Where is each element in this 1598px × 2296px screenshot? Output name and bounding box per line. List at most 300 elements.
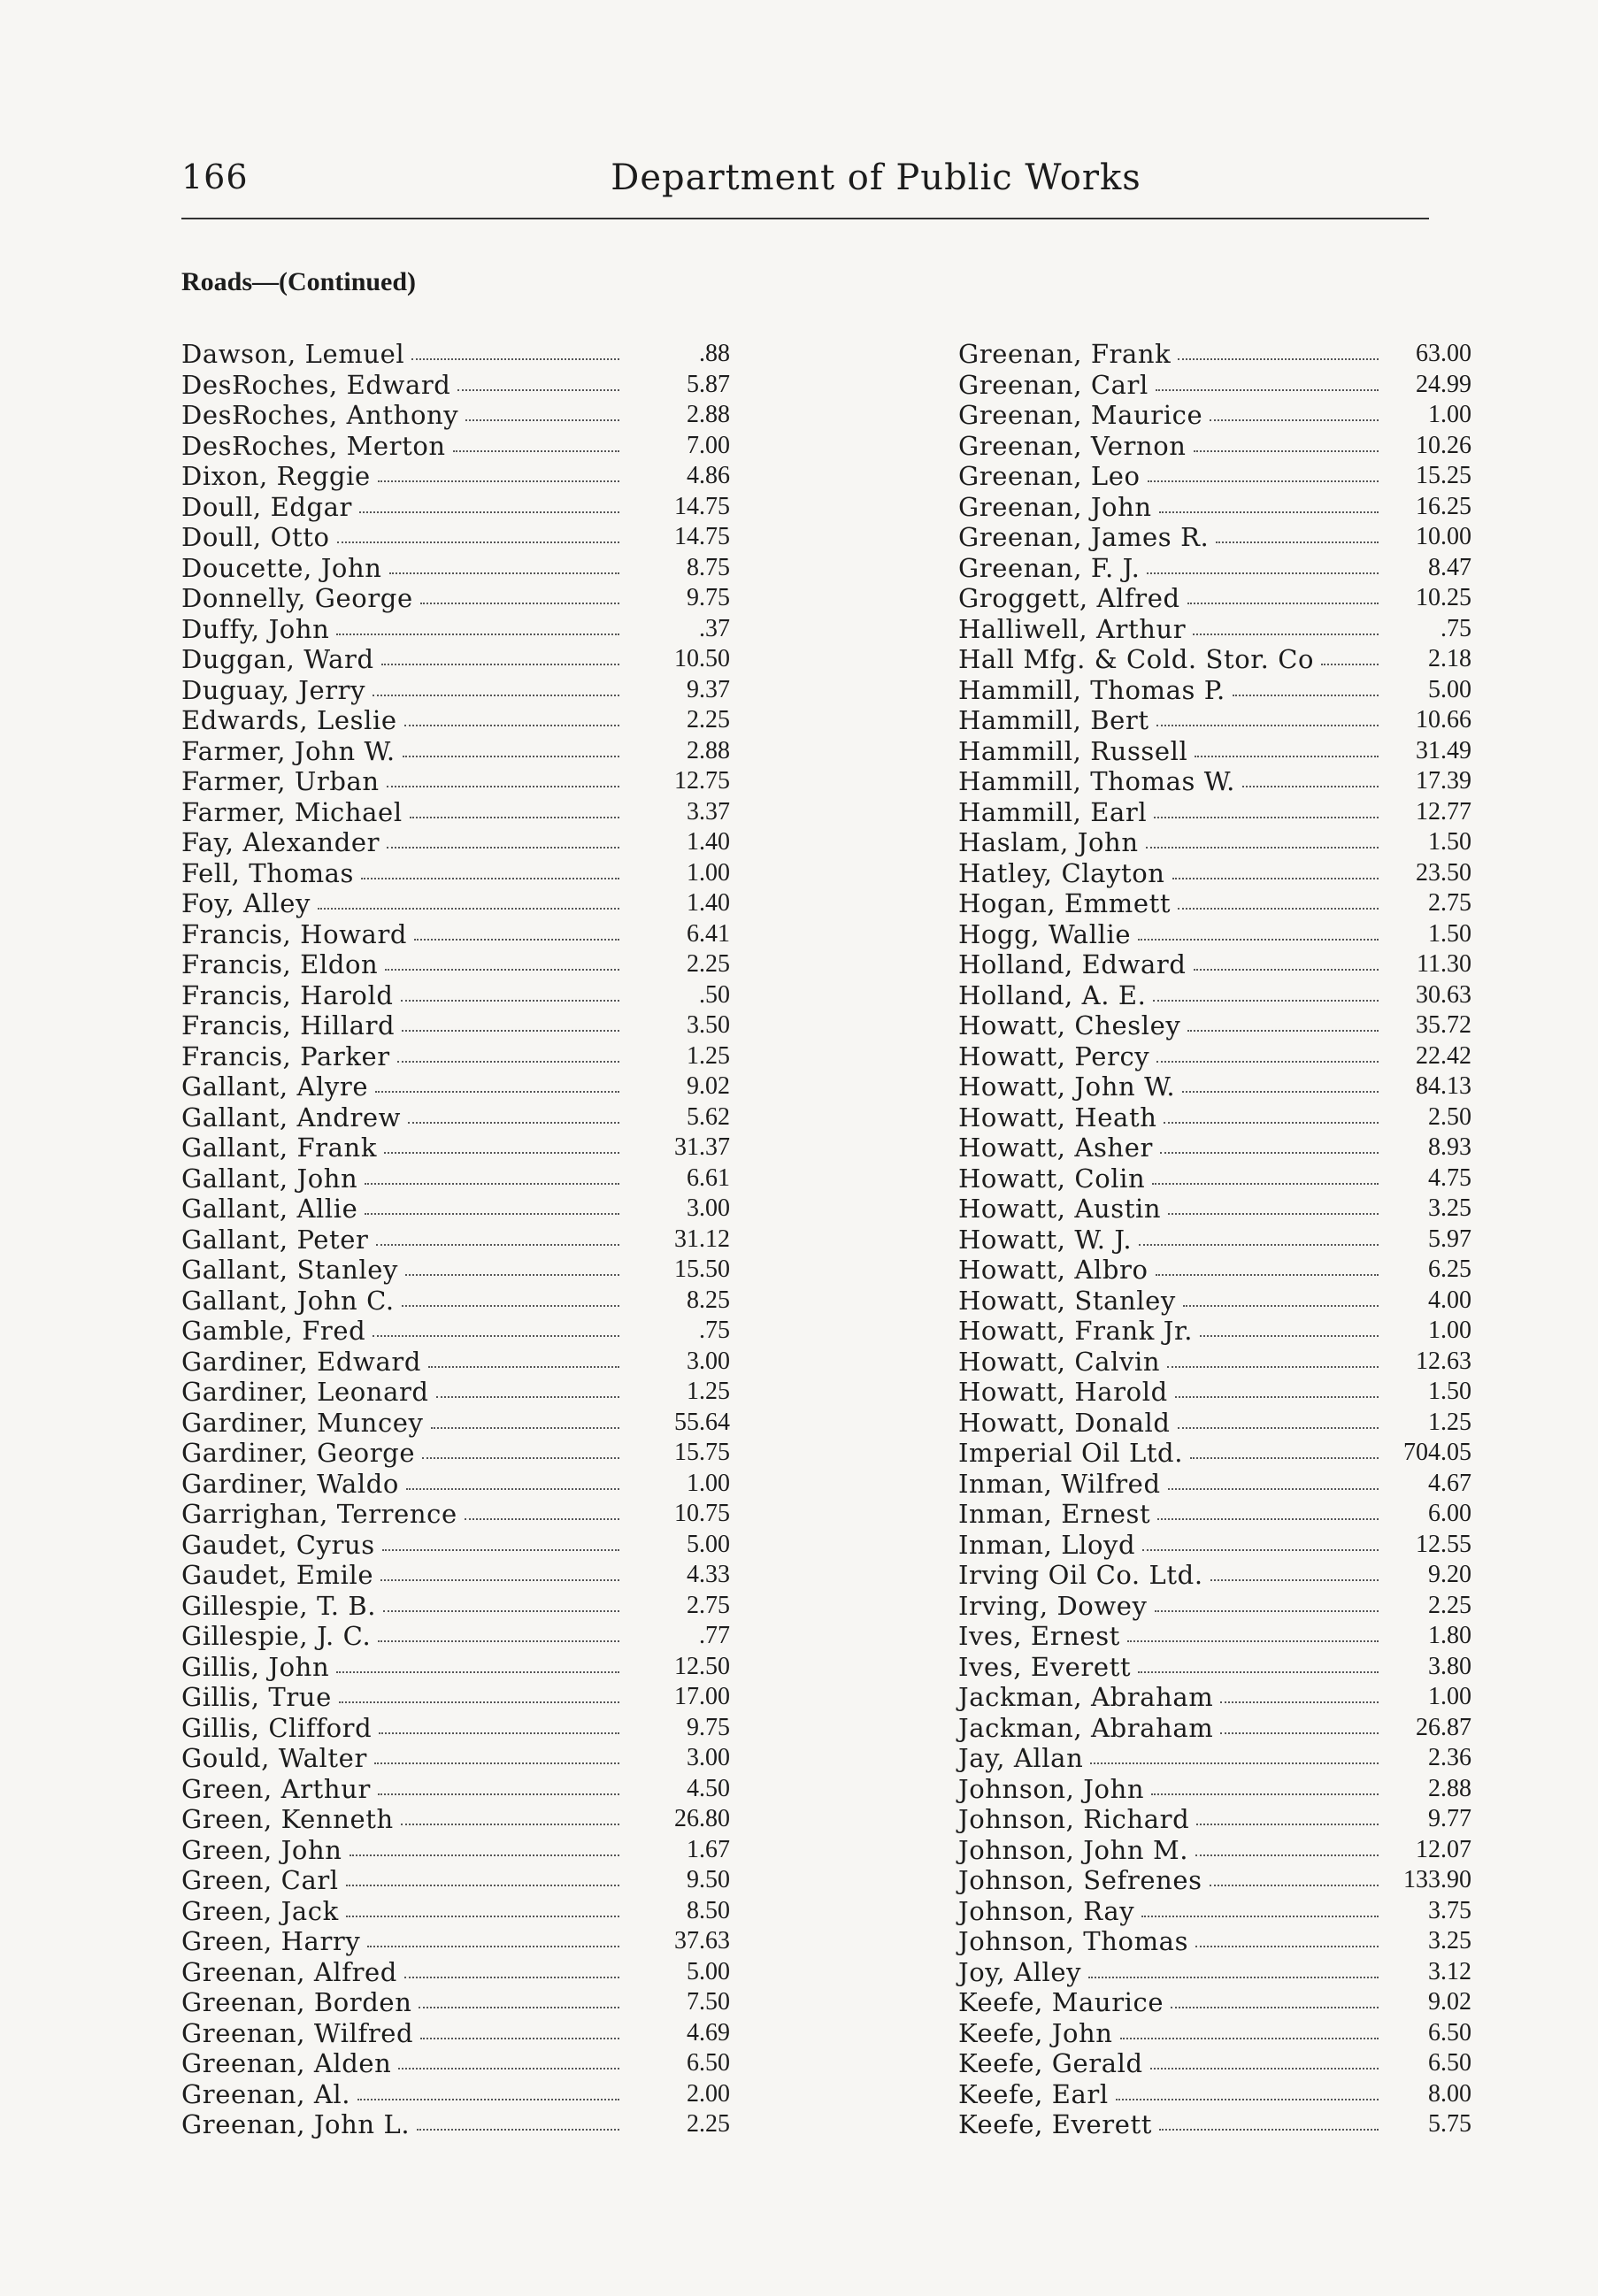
- list-item: [958, 1469, 1471, 1500]
- payment-amount: 2.00: [687, 2079, 730, 2108]
- payment-amount: .75: [699, 1317, 730, 1344]
- payee-name: Keefe, Gerald: [958, 2048, 1143, 2078]
- list-item: [958, 1163, 1471, 1194]
- dot-leader: [367, 1946, 619, 1947]
- dot-leader: [1210, 1885, 1379, 1886]
- payment-amount: 1.25: [687, 1041, 730, 1070]
- payee-name: Green, Arthur: [181, 1773, 371, 1804]
- payee-name: Doull, Edgar: [181, 491, 353, 522]
- payee-name: DesRoches, Edward: [181, 369, 451, 400]
- dot-leader: [420, 2038, 619, 2039]
- list-item: [181, 1652, 730, 1683]
- dot-leader: [1148, 480, 1379, 482]
- payment-amount: 3.00: [687, 1744, 730, 1771]
- payment-amount: 2.36: [1428, 1744, 1471, 1771]
- dot-leader: [1178, 358, 1379, 360]
- payment-amount: 9.75: [687, 1713, 730, 1741]
- payment-amount: 3.12: [1428, 1957, 1471, 1985]
- list-item: [181, 736, 730, 767]
- payee-name: Green, Carl: [181, 1865, 339, 1895]
- payee-name: Inman, Wilfred: [958, 1468, 1161, 1499]
- payment-amount: .75: [1441, 614, 1471, 642]
- payment-amount: 15.25: [1416, 462, 1471, 489]
- dot-leader: [383, 1610, 619, 1612]
- payment-amount: 2.25: [1428, 1591, 1471, 1619]
- dot-leader: [1160, 1152, 1379, 1154]
- dot-leader: [1200, 1335, 1379, 1337]
- payee-name: Gallant, Allie: [181, 1194, 358, 1224]
- payment-amount: .77: [699, 1622, 730, 1649]
- payee-name: Green, John: [181, 1834, 342, 1865]
- payee-name: Halliwell, Arthur: [958, 613, 1187, 644]
- payee-name: Howatt, Albro: [958, 1255, 1149, 1285]
- payment-amount: 1.00: [1428, 1317, 1471, 1344]
- list-item: [958, 1560, 1471, 1591]
- payment-amount: 10.26: [1416, 431, 1471, 459]
- payment-amount: 9.50: [687, 1866, 730, 1893]
- payee-name: Farmer, John W.: [181, 735, 396, 766]
- list-item: [181, 1957, 730, 1988]
- payee-name: Gardiner, Muncey: [181, 1407, 424, 1438]
- list-item: [958, 2079, 1471, 2110]
- list-item: [181, 1835, 730, 1866]
- dot-leader: [431, 1427, 619, 1429]
- payee-name: Hammill, Russell: [958, 735, 1188, 766]
- payee-name: Imperial Oil Ltd.: [958, 1438, 1184, 1468]
- dot-leader: [359, 511, 619, 513]
- payee-name: DesRoches, Merton: [181, 430, 446, 461]
- payee-name: Gamble, Fred: [181, 1316, 366, 1346]
- payment-amount: 9.37: [687, 675, 730, 703]
- payment-amount: 4.86: [687, 462, 730, 489]
- payee-name: Gallant, Peter: [181, 1224, 369, 1255]
- dot-leader: [1155, 1610, 1379, 1612]
- payment-amount: .88: [699, 340, 730, 367]
- dot-leader: [1156, 1061, 1379, 1063]
- left-column: [181, 339, 730, 2140]
- payee-name: Jackman, Abraham: [958, 1682, 1214, 1712]
- dot-leader: [1321, 664, 1379, 665]
- list-item: [181, 431, 730, 462]
- payee-name: Foy, Alley: [181, 888, 311, 918]
- payee-name: Gillis, Clifford: [181, 1712, 373, 1743]
- list-item: [958, 1316, 1471, 1347]
- list-item: [181, 644, 730, 675]
- dot-leader: [1220, 1732, 1379, 1734]
- payee-name: Howatt, Heath: [958, 1102, 1157, 1133]
- payee-name: Jackman, Abraham: [958, 1712, 1214, 1743]
- dot-leader: [1220, 1701, 1379, 1703]
- payment-amount: 1.50: [1428, 828, 1471, 856]
- list-item: [958, 1804, 1471, 1835]
- payee-name: Hogg, Wallie: [958, 918, 1132, 949]
- payment-amount: 9.02: [1428, 1988, 1471, 2016]
- dot-leader: [1183, 1305, 1379, 1307]
- payee-name: Inman, Ernest: [958, 1499, 1151, 1529]
- list-item: [958, 1286, 1471, 1317]
- payee-name: Gillis, John: [181, 1651, 330, 1682]
- payment-amount: 1.25: [1428, 1408, 1471, 1436]
- payee-name: Keefe, Everett: [958, 2109, 1152, 2139]
- payee-name: Farmer, Urban: [181, 766, 380, 796]
- dot-leader: [403, 756, 619, 757]
- payee-name: Johnson, Sefrenes: [958, 1865, 1202, 1895]
- payee-name: Green, Kenneth: [181, 1804, 394, 1834]
- payee-name: Dixon, Reggie: [181, 461, 371, 491]
- payment-amount: 6.00: [1428, 1500, 1471, 1527]
- payee-name: Gardiner, Waldo: [181, 1468, 399, 1499]
- payee-name: Gardiner, Edward: [181, 1346, 421, 1377]
- payee-name: Howatt, Colin: [958, 1163, 1146, 1194]
- payee-name: Duggan, Ward: [181, 644, 374, 674]
- list-item: [958, 919, 1471, 950]
- payment-amount: 10.66: [1416, 706, 1471, 733]
- payee-name: Howatt, Asher: [958, 1133, 1153, 1163]
- payee-name: Jay, Allan: [958, 1743, 1084, 1773]
- payment-amount: 3.00: [687, 1194, 730, 1222]
- payee-name: Greenan, Al.: [181, 2078, 351, 2109]
- dot-leader: [1168, 1488, 1379, 1490]
- payment-amount: 6.41: [687, 919, 730, 948]
- payee-name: Howatt, Stanley: [958, 1285, 1176, 1316]
- payment-amount: 10.75: [674, 1500, 730, 1527]
- dot-leader: [337, 541, 619, 543]
- payee-name: Hammill, Earl: [958, 796, 1148, 827]
- list-item: [958, 644, 1471, 675]
- list-item: [958, 1225, 1471, 1256]
- payee-name: Francis, Parker: [181, 1040, 390, 1071]
- dot-leader: [402, 1030, 619, 1032]
- dot-leader: [1210, 419, 1379, 421]
- list-item: [181, 766, 730, 797]
- payment-amount: 6.50: [687, 2049, 730, 2077]
- list-item: [181, 1743, 730, 1774]
- payment-amount: 1.80: [1428, 1622, 1471, 1649]
- page-header: [181, 157, 1429, 203]
- dot-leader: [365, 1183, 619, 1185]
- list-item: [958, 1408, 1471, 1439]
- dot-leader: [389, 572, 619, 574]
- payment-amount: 5.97: [1428, 1225, 1471, 1253]
- list-item: [181, 1987, 730, 2018]
- dot-leader: [1167, 1366, 1379, 1368]
- payment-amount: 23.50: [1416, 858, 1471, 887]
- payee-name: Francis, Howard: [181, 918, 408, 949]
- list-item: [181, 1469, 730, 1500]
- dot-leader: [1187, 1030, 1379, 1032]
- dot-leader: [346, 1916, 619, 1917]
- dot-leader: [401, 1824, 619, 1825]
- list-item: [181, 1560, 730, 1591]
- list-item: [958, 827, 1471, 858]
- payee-name: Gallant, John: [181, 1163, 358, 1194]
- list-item: [958, 339, 1471, 370]
- list-item: [181, 705, 730, 736]
- list-item: [181, 1591, 730, 1622]
- payee-name: Groggett, Alfred: [958, 583, 1180, 613]
- list-item: [181, 1286, 730, 1317]
- dot-leader: [428, 1366, 619, 1368]
- dot-leader: [405, 1274, 619, 1276]
- payment-amount: 1.50: [1428, 1378, 1471, 1405]
- list-item: [958, 2109, 1471, 2140]
- list-item: [181, 827, 730, 858]
- list-item: [181, 1896, 730, 1927]
- payment-amount: 8.00: [1428, 2079, 1471, 2108]
- list-item: [958, 1499, 1471, 1530]
- payment-amount: 1.40: [687, 889, 730, 917]
- payment-amount: 84.13: [1416, 1072, 1471, 1100]
- payee-name: Johnson, Richard: [958, 1804, 1190, 1834]
- payee-name: Duffy, John: [181, 613, 330, 644]
- list-item: [181, 553, 730, 584]
- payee-name: Hammill, Thomas W.: [958, 766, 1235, 796]
- payee-name: Joy, Alley: [958, 1956, 1082, 1987]
- list-item: [181, 675, 730, 706]
- payee-name: Fell, Thomas: [181, 857, 355, 888]
- list-item: [958, 1896, 1471, 1927]
- list-item: [958, 1652, 1471, 1683]
- list-item: [958, 461, 1471, 492]
- dot-leader: [385, 969, 619, 971]
- list-item: [958, 1438, 1471, 1469]
- dot-leader: [1156, 725, 1379, 726]
- payment-amount: 704.05: [1403, 1439, 1471, 1466]
- payment-amount: 6.50: [1428, 2018, 1471, 2046]
- payment-amount: 10.00: [1416, 523, 1471, 550]
- dot-leader: [406, 1488, 619, 1490]
- payment-amount: 8.47: [1428, 553, 1471, 581]
- list-item: [181, 2079, 730, 2110]
- page-number: 166: [181, 157, 249, 196]
- list-item: [181, 1225, 730, 1256]
- list-item: [181, 1194, 730, 1225]
- payment-amount: 31.37: [674, 1133, 730, 1161]
- payee-name: Greenan, John: [958, 491, 1152, 522]
- payment-amount: 10.25: [1416, 584, 1471, 611]
- payment-amount: 15.75: [674, 1439, 730, 1466]
- list-item: [181, 1133, 730, 1163]
- list-item: [181, 614, 730, 645]
- list-item: [958, 614, 1471, 645]
- list-item: [958, 705, 1471, 736]
- payee-name: Holland, Edward: [958, 949, 1187, 979]
- list-item: [181, 1377, 730, 1408]
- list-item: [181, 1926, 730, 1957]
- payment-amount: 4.75: [1428, 1163, 1471, 1192]
- list-item: [181, 492, 730, 523]
- dot-leader: [373, 695, 619, 696]
- payee-name: Greenan, Wilfred: [181, 2017, 414, 2048]
- payee-name: Doull, Otto: [181, 522, 330, 552]
- payment-amount: 2.25: [687, 950, 730, 978]
- dot-leader: [373, 1335, 619, 1337]
- payment-amount: 4.00: [1428, 1286, 1471, 1314]
- payment-amount: 12.75: [674, 767, 730, 795]
- payment-amount: 12.55: [1416, 1530, 1471, 1558]
- payee-name: Gillespie, T. B.: [181, 1590, 377, 1621]
- payee-name: Gardiner, Leonard: [181, 1377, 429, 1407]
- section-title: Roads—(Continued): [181, 267, 417, 296]
- dot-leader: [411, 358, 619, 360]
- list-item: [958, 1010, 1471, 1041]
- list-item: [181, 1621, 730, 1652]
- payment-amount: 63.00: [1416, 340, 1471, 367]
- payment-amount: 3.25: [1428, 1194, 1471, 1222]
- list-item: [958, 1133, 1471, 1163]
- dot-leader: [380, 1579, 619, 1581]
- payee-name: Greenan, Borden: [181, 1987, 412, 2017]
- dot-leader: [1195, 1946, 1379, 1947]
- payee-name: Gardiner, George: [181, 1438, 416, 1468]
- payment-amount: 22.42: [1416, 1041, 1471, 1070]
- list-item: [958, 1957, 1471, 1988]
- list-item: [958, 1194, 1471, 1225]
- list-item: [958, 553, 1471, 584]
- list-item: [958, 1377, 1471, 1408]
- payee-name: Gillespie, J. C.: [181, 1621, 372, 1651]
- list-item: [181, 1499, 730, 1530]
- list-item: [958, 888, 1471, 919]
- list-item: [958, 1255, 1471, 1286]
- payment-amount: 31.49: [1416, 736, 1471, 764]
- list-item: [958, 1591, 1471, 1622]
- list-item: [958, 766, 1471, 797]
- list-item: [181, 1713, 730, 1744]
- dot-leader: [1141, 1916, 1379, 1917]
- payee-name: Donnelly, George: [181, 583, 413, 613]
- dot-leader: [1090, 1762, 1379, 1764]
- payment-amount: 5.75: [1428, 2110, 1471, 2138]
- dot-leader: [1116, 2099, 1379, 2100]
- dot-leader: [365, 1213, 619, 1215]
- dot-leader: [336, 1671, 619, 1673]
- list-item: [958, 1926, 1471, 1957]
- dot-leader: [336, 634, 619, 635]
- payee-name: Greenan, Frank: [958, 339, 1172, 369]
- dot-leader: [1195, 1854, 1379, 1856]
- dot-leader: [408, 1122, 619, 1124]
- list-item: [181, 1438, 730, 1469]
- list-item: [958, 1987, 1471, 2018]
- payee-name: Francis, Hillard: [181, 1010, 396, 1040]
- payee-name: Howatt, Frank Jr.: [958, 1316, 1194, 1346]
- payee-name: Hatley, Clayton: [958, 857, 1165, 888]
- payee-name: Keefe, Maurice: [958, 1987, 1164, 2017]
- payment-amount: 4.50: [687, 1774, 730, 1802]
- list-item: [958, 370, 1471, 401]
- dot-leader: [1156, 389, 1379, 391]
- payment-amount: 5.00: [1428, 675, 1471, 703]
- dot-leader: [387, 847, 619, 849]
- payment-amount: 7.00: [687, 431, 730, 459]
- payee-name: Edwards, Leslie: [181, 705, 397, 735]
- payment-amount: 1.67: [687, 1835, 730, 1863]
- payee-name: Dawson, Lemuel: [181, 339, 405, 369]
- dot-leader: [1139, 1244, 1379, 1246]
- list-item: [181, 1804, 730, 1835]
- payment-amount: 3.00: [687, 1347, 730, 1375]
- dot-leader: [1172, 878, 1379, 879]
- dot-leader: [1196, 1824, 1379, 1825]
- payment-amount: .37: [699, 614, 730, 642]
- payment-amount: 2.18: [1428, 645, 1471, 672]
- payee-name: Duguay, Jerry: [181, 674, 366, 705]
- list-item: [958, 1682, 1471, 1713]
- payee-name: Gallant, Stanley: [181, 1255, 398, 1285]
- payment-amount: 12.77: [1416, 797, 1471, 825]
- payee-name: Howatt, W. J.: [958, 1224, 1133, 1255]
- list-item: [958, 1041, 1471, 1072]
- list-item: [958, 949, 1471, 980]
- payee-name: Howatt, Chesley: [958, 1010, 1181, 1040]
- list-item: [958, 1835, 1471, 1866]
- list-item: [958, 2048, 1471, 2079]
- list-item: [958, 431, 1471, 462]
- dot-leader: [1178, 1427, 1379, 1429]
- payment-amount: 8.25: [687, 1286, 730, 1314]
- list-item: [181, 1163, 730, 1194]
- payee-name: DesRoches, Anthony: [181, 400, 459, 430]
- dot-leader: [419, 2007, 619, 2008]
- list-item: [181, 949, 730, 980]
- payee-name: Hammill, Thomas P.: [958, 674, 1225, 705]
- dot-leader: [1154, 817, 1379, 818]
- dot-leader: [1242, 786, 1379, 787]
- payment-amount: 4.33: [687, 1561, 730, 1588]
- dot-leader: [375, 1091, 619, 1093]
- payment-amount: 26.87: [1416, 1713, 1471, 1741]
- dot-leader: [379, 1732, 619, 1734]
- payee-name: Gillis, True: [181, 1682, 332, 1712]
- payment-amount: 2.50: [1428, 1102, 1471, 1131]
- dot-leader: [1182, 1091, 1379, 1093]
- dot-leader: [1178, 908, 1379, 910]
- payee-name: Johnson, John: [958, 1773, 1145, 1804]
- payment-amount: 9.75: [687, 584, 730, 611]
- payee-name: Gaudet, Emile: [181, 1560, 374, 1590]
- payee-name: Green, Jack: [181, 1895, 339, 1926]
- payment-amount: 1.00: [1428, 1683, 1471, 1710]
- payment-amount: 5.00: [687, 1530, 730, 1558]
- payment-amount: 6.61: [687, 1163, 730, 1192]
- dot-leader: [1168, 1213, 1379, 1215]
- dot-leader: [374, 1762, 619, 1764]
- payment-amount: 3.37: [687, 797, 730, 825]
- dot-leader: [1151, 1793, 1379, 1795]
- payment-amount: 4.67: [1428, 1469, 1471, 1497]
- list-item: [958, 675, 1471, 706]
- payee-name: Hammill, Bert: [958, 705, 1149, 735]
- dot-leader: [384, 1152, 619, 1154]
- list-item: [958, 797, 1471, 828]
- dot-leader: [420, 603, 619, 604]
- list-item: [958, 1713, 1471, 1744]
- list-item: [958, 1621, 1471, 1652]
- payee-name: Greenan, Leo: [958, 461, 1141, 491]
- list-item: [181, 1102, 730, 1133]
- payment-amount: 4.69: [687, 2018, 730, 2046]
- dot-leader: [397, 1061, 619, 1063]
- payee-name: Holland, A. E.: [958, 979, 1147, 1010]
- payment-amount: 3.25: [1428, 1927, 1471, 1954]
- list-item: [958, 522, 1471, 553]
- dot-leader: [1195, 756, 1379, 757]
- payee-name: Keefe, Earl: [958, 2078, 1109, 2109]
- payee-name: Gallant, Alyre: [181, 1071, 369, 1102]
- dot-leader: [401, 1000, 619, 1002]
- list-item: [958, 1347, 1471, 1378]
